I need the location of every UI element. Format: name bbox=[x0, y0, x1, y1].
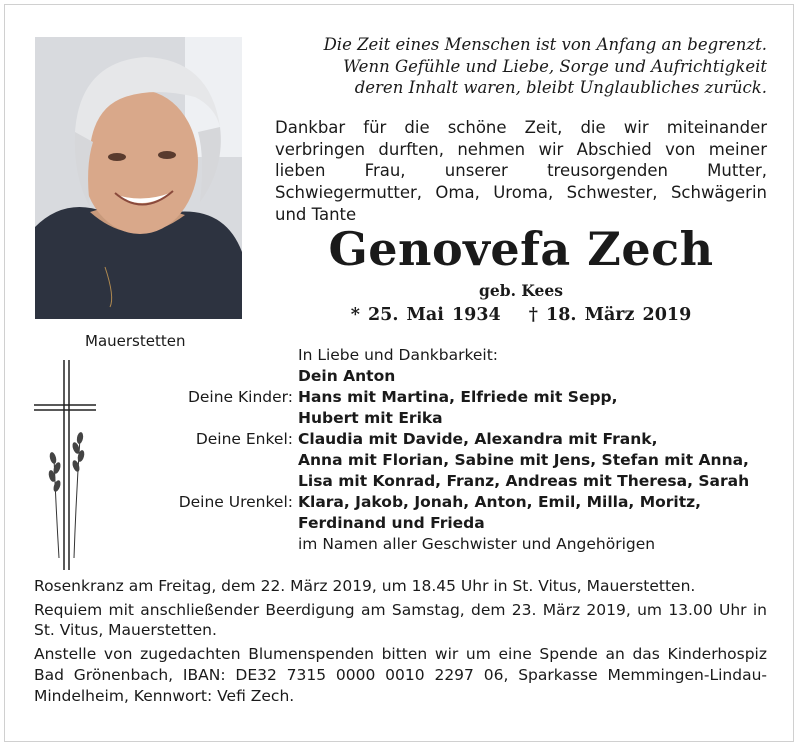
grandchildren-label: Deine Enkel: bbox=[195, 430, 293, 448]
cross-with-wheat-icon bbox=[32, 358, 102, 576]
children-line: Hubert mit Erika bbox=[298, 409, 443, 427]
poem-line: Die Zeit eines Menschen ist von Anfang an begrenzt. bbox=[323, 35, 767, 54]
rosary-info: Rosenkranz am Freitag, dem 22. März 2019, um 18.45 Uhr in St. Vitus, Mauerstetten. bbox=[34, 577, 696, 595]
closing-line: im Namen aller Geschwister und Angehörigen bbox=[298, 535, 656, 553]
life-dates bbox=[275, 305, 767, 325]
donation-info: Anstelle von zugedachten Blumenspenden bitten wir um eine Spende an das Kinderhospiz Bad Grönenbach, IBAN: DE32 7315 0000 0010 2297 06, Sparkasse Memmingen-Lindau-Mindelheim, Kennwort: Vefi Zech. bbox=[34, 645, 767, 705]
great-grandchildren-line: Klara, Jakob, Jonah, Anton, Emil, Milla, Moritz, bbox=[298, 493, 702, 511]
grandchildren-line: Claudia mit Davide, Alexandra mit Frank, bbox=[298, 430, 658, 448]
maiden-name: geb. Kees bbox=[479, 281, 563, 300]
great-grandchildren-label: Deine Urenkel: bbox=[178, 493, 293, 511]
poem bbox=[307, 34, 767, 99]
children-line: Hans mit Martina, Elfriede mit Sepp, bbox=[298, 388, 618, 406]
service-info bbox=[34, 576, 767, 709]
intro-text: Dankbar für die schöne Zeit, die wir miteinander verbringen durften, nehmen wir Abschied von meiner lieben Frau, unserer treusorgenden Mutter, Schwiegermutter, Oma, Uroma, Schwester, Schwägerin und Tante bbox=[275, 118, 767, 224]
opening-line: In Liebe und Dankbarkeit: bbox=[298, 346, 499, 364]
children-label: Deine Kinder: bbox=[187, 388, 293, 406]
place-label: Mauerstetten bbox=[85, 332, 186, 350]
grandchildren-line: Anna mit Florian, Sabine mit Jens, Stefan mit Anna, bbox=[298, 451, 749, 469]
deceased-name: Genovefa Zech bbox=[328, 222, 714, 276]
requiem-info: Requiem mit anschließender Beerdigung am Samstag, dem 23. März 2019, um 13.00 Uhr in St. Vitus, Mauerstetten. bbox=[34, 600, 767, 640]
spouse-line: Dein Anton bbox=[298, 367, 396, 385]
birth-date: * 25. Mai 1934 bbox=[350, 305, 501, 325]
death-date: † 18. März 2019 bbox=[528, 305, 692, 325]
great-grandchildren-line: Ferdinand und Frieda bbox=[298, 514, 485, 532]
grandchildren-line: Lisa mit Konrad, Franz, Andreas mit Theresa, Sarah bbox=[298, 472, 750, 490]
portrait-photo bbox=[35, 37, 242, 319]
poem-line: deren Inhalt waren, bleibt Unglaubliches zurück. bbox=[354, 78, 767, 97]
poem-line: Wenn Gefühle und Liebe, Sorge und Aufrichtigkeit bbox=[343, 56, 767, 76]
mourners-list bbox=[148, 345, 778, 555]
